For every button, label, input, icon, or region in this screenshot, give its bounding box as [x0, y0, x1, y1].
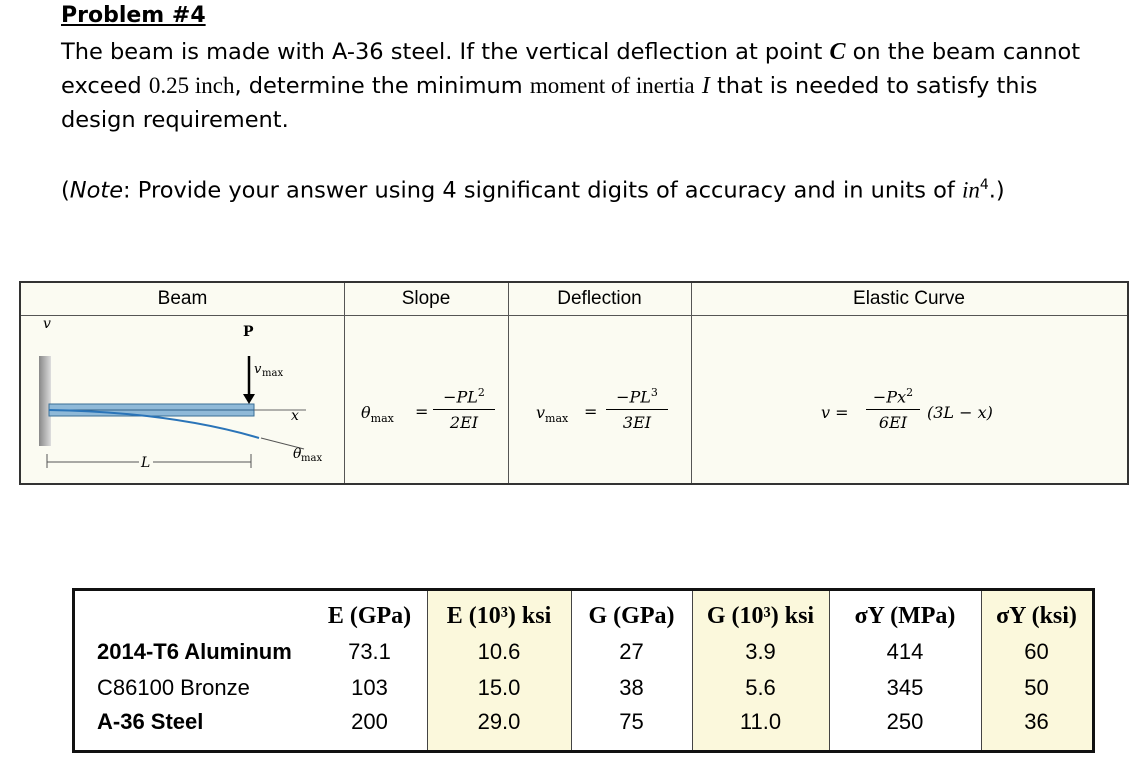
moment-phrase: moment of inertia — [529, 73, 695, 98]
slope-numerator: −PL — [443, 387, 478, 407]
deflection-denominator: 3EI — [622, 413, 652, 433]
column-divider — [508, 283, 509, 483]
table-cell: 75 — [619, 709, 644, 734]
curve-lhs: v = — [821, 403, 849, 422]
header-sy-ksi: σY (ksi) — [996, 603, 1077, 629]
table-cell: 15.0 — [477, 675, 521, 700]
fraction-bar — [866, 409, 920, 410]
deflection-subscript: max — [545, 412, 569, 426]
slope-lhs — [361, 403, 394, 425]
curve-tail: (3L − x) — [927, 403, 993, 422]
deflection-limit: 0.25 inch — [148, 73, 235, 98]
table-cell: 10.6 — [477, 639, 521, 664]
wall-support — [39, 356, 51, 446]
cantilever-beam-diagram — [21, 316, 344, 486]
table-cell: 36 — [1024, 709, 1049, 734]
material-name: A-36 Steel — [97, 709, 204, 734]
header-deflection: Deflection — [557, 288, 642, 309]
curve-fraction — [866, 386, 920, 432]
v-symbol: v — [536, 403, 546, 422]
note-word: Note — [69, 177, 124, 204]
table-cell: 60 — [1024, 639, 1049, 664]
slope-equals: = — [415, 402, 429, 421]
table-cell: 27 — [619, 639, 644, 664]
table-cell: 200 — [351, 709, 388, 734]
statement-text: that is needed to satisfy this — [709, 73, 1038, 99]
table-cell: 73.1 — [348, 639, 391, 664]
header-g-gpa: G (GPa) — [588, 603, 675, 629]
column-divider — [691, 283, 692, 483]
beam-formula-table — [19, 281, 1129, 485]
slope-fraction — [433, 386, 495, 432]
statement-text: design requirement. — [61, 107, 289, 133]
table-cell: 38 — [619, 675, 644, 700]
theta-symbol: θ — [361, 403, 371, 422]
note-line — [61, 177, 1005, 204]
statement-text: , determine the minimum — [234, 73, 530, 99]
problem-statement — [61, 35, 1121, 137]
note-open: ( — [61, 177, 70, 204]
statement-text: on the beam cannot — [845, 39, 1081, 65]
table-cell: 250 — [886, 709, 924, 734]
header-elastic-curve: Elastic Curve — [853, 288, 965, 309]
curve-denominator: 6EI — [878, 413, 908, 433]
unit-base: in — [961, 177, 980, 203]
material-properties-table — [72, 588, 1095, 753]
load-p-label: P — [243, 324, 254, 340]
material-name: 2014-T6 Aluminum — [97, 639, 292, 664]
deflection-lhs — [536, 403, 568, 425]
curve-numerator: −Px — [872, 387, 907, 407]
note-close: .) — [988, 177, 1005, 204]
slope-subscript: max — [370, 412, 394, 426]
length-label: L — [141, 455, 151, 471]
table-cell: 5.6 — [745, 675, 776, 700]
table-cell: 50 — [1024, 675, 1049, 700]
header-g-ksi: G (10³) ksi — [706, 603, 815, 629]
vmax-label: v — [254, 362, 262, 377]
column-divider — [344, 283, 345, 483]
table-cell: 3.9 — [745, 639, 776, 664]
problem-heading: Problem #4 — [61, 3, 206, 28]
slope-numerator-exp: 2 — [477, 386, 485, 399]
statement-text: exceed — [61, 73, 149, 99]
fraction-bar — [606, 409, 668, 410]
deflection-fraction — [606, 386, 668, 432]
material-name: C86100 Bronze — [97, 675, 250, 700]
header-beam: Beam — [157, 288, 208, 309]
header-e-gpa: E (GPa) — [327, 603, 412, 629]
curve-numerator-exp: 2 — [906, 386, 914, 399]
deflection-numerator-exp: 3 — [650, 386, 658, 399]
note-text: : Provide your answer using 4 significant digits of accuracy and in units of — [123, 177, 962, 204]
load-arrowhead — [243, 394, 255, 404]
axis-v-label: v — [43, 316, 51, 332]
unit-exponent: 4 — [979, 177, 989, 193]
table-cell: 11.0 — [739, 709, 782, 734]
theta-subscript: max — [301, 453, 323, 464]
table-cell: 103 — [351, 675, 388, 700]
vmax-subscript: max — [262, 368, 284, 379]
deflection-equals: = — [584, 402, 598, 421]
theta-label: θ — [293, 446, 302, 462]
table-cell: 29.0 — [477, 709, 521, 734]
table-cell: 414 — [886, 639, 924, 664]
inertia-symbol: I — [701, 73, 710, 99]
x-label: x — [291, 408, 299, 424]
table-cell: 345 — [886, 675, 924, 700]
header-sy-mpa: σY (MPa) — [854, 603, 956, 629]
slope-denominator: 2EI — [449, 413, 479, 433]
statement-text: The beam is made with A-36 steel. If the vertical deflection at point — [61, 39, 830, 65]
header-slope: Slope — [401, 288, 451, 309]
deflection-numerator: −PL — [616, 387, 651, 407]
point-c-label: C — [829, 39, 846, 65]
header-e-ksi: E (10³) ksi — [446, 603, 552, 629]
fraction-bar — [433, 409, 495, 410]
